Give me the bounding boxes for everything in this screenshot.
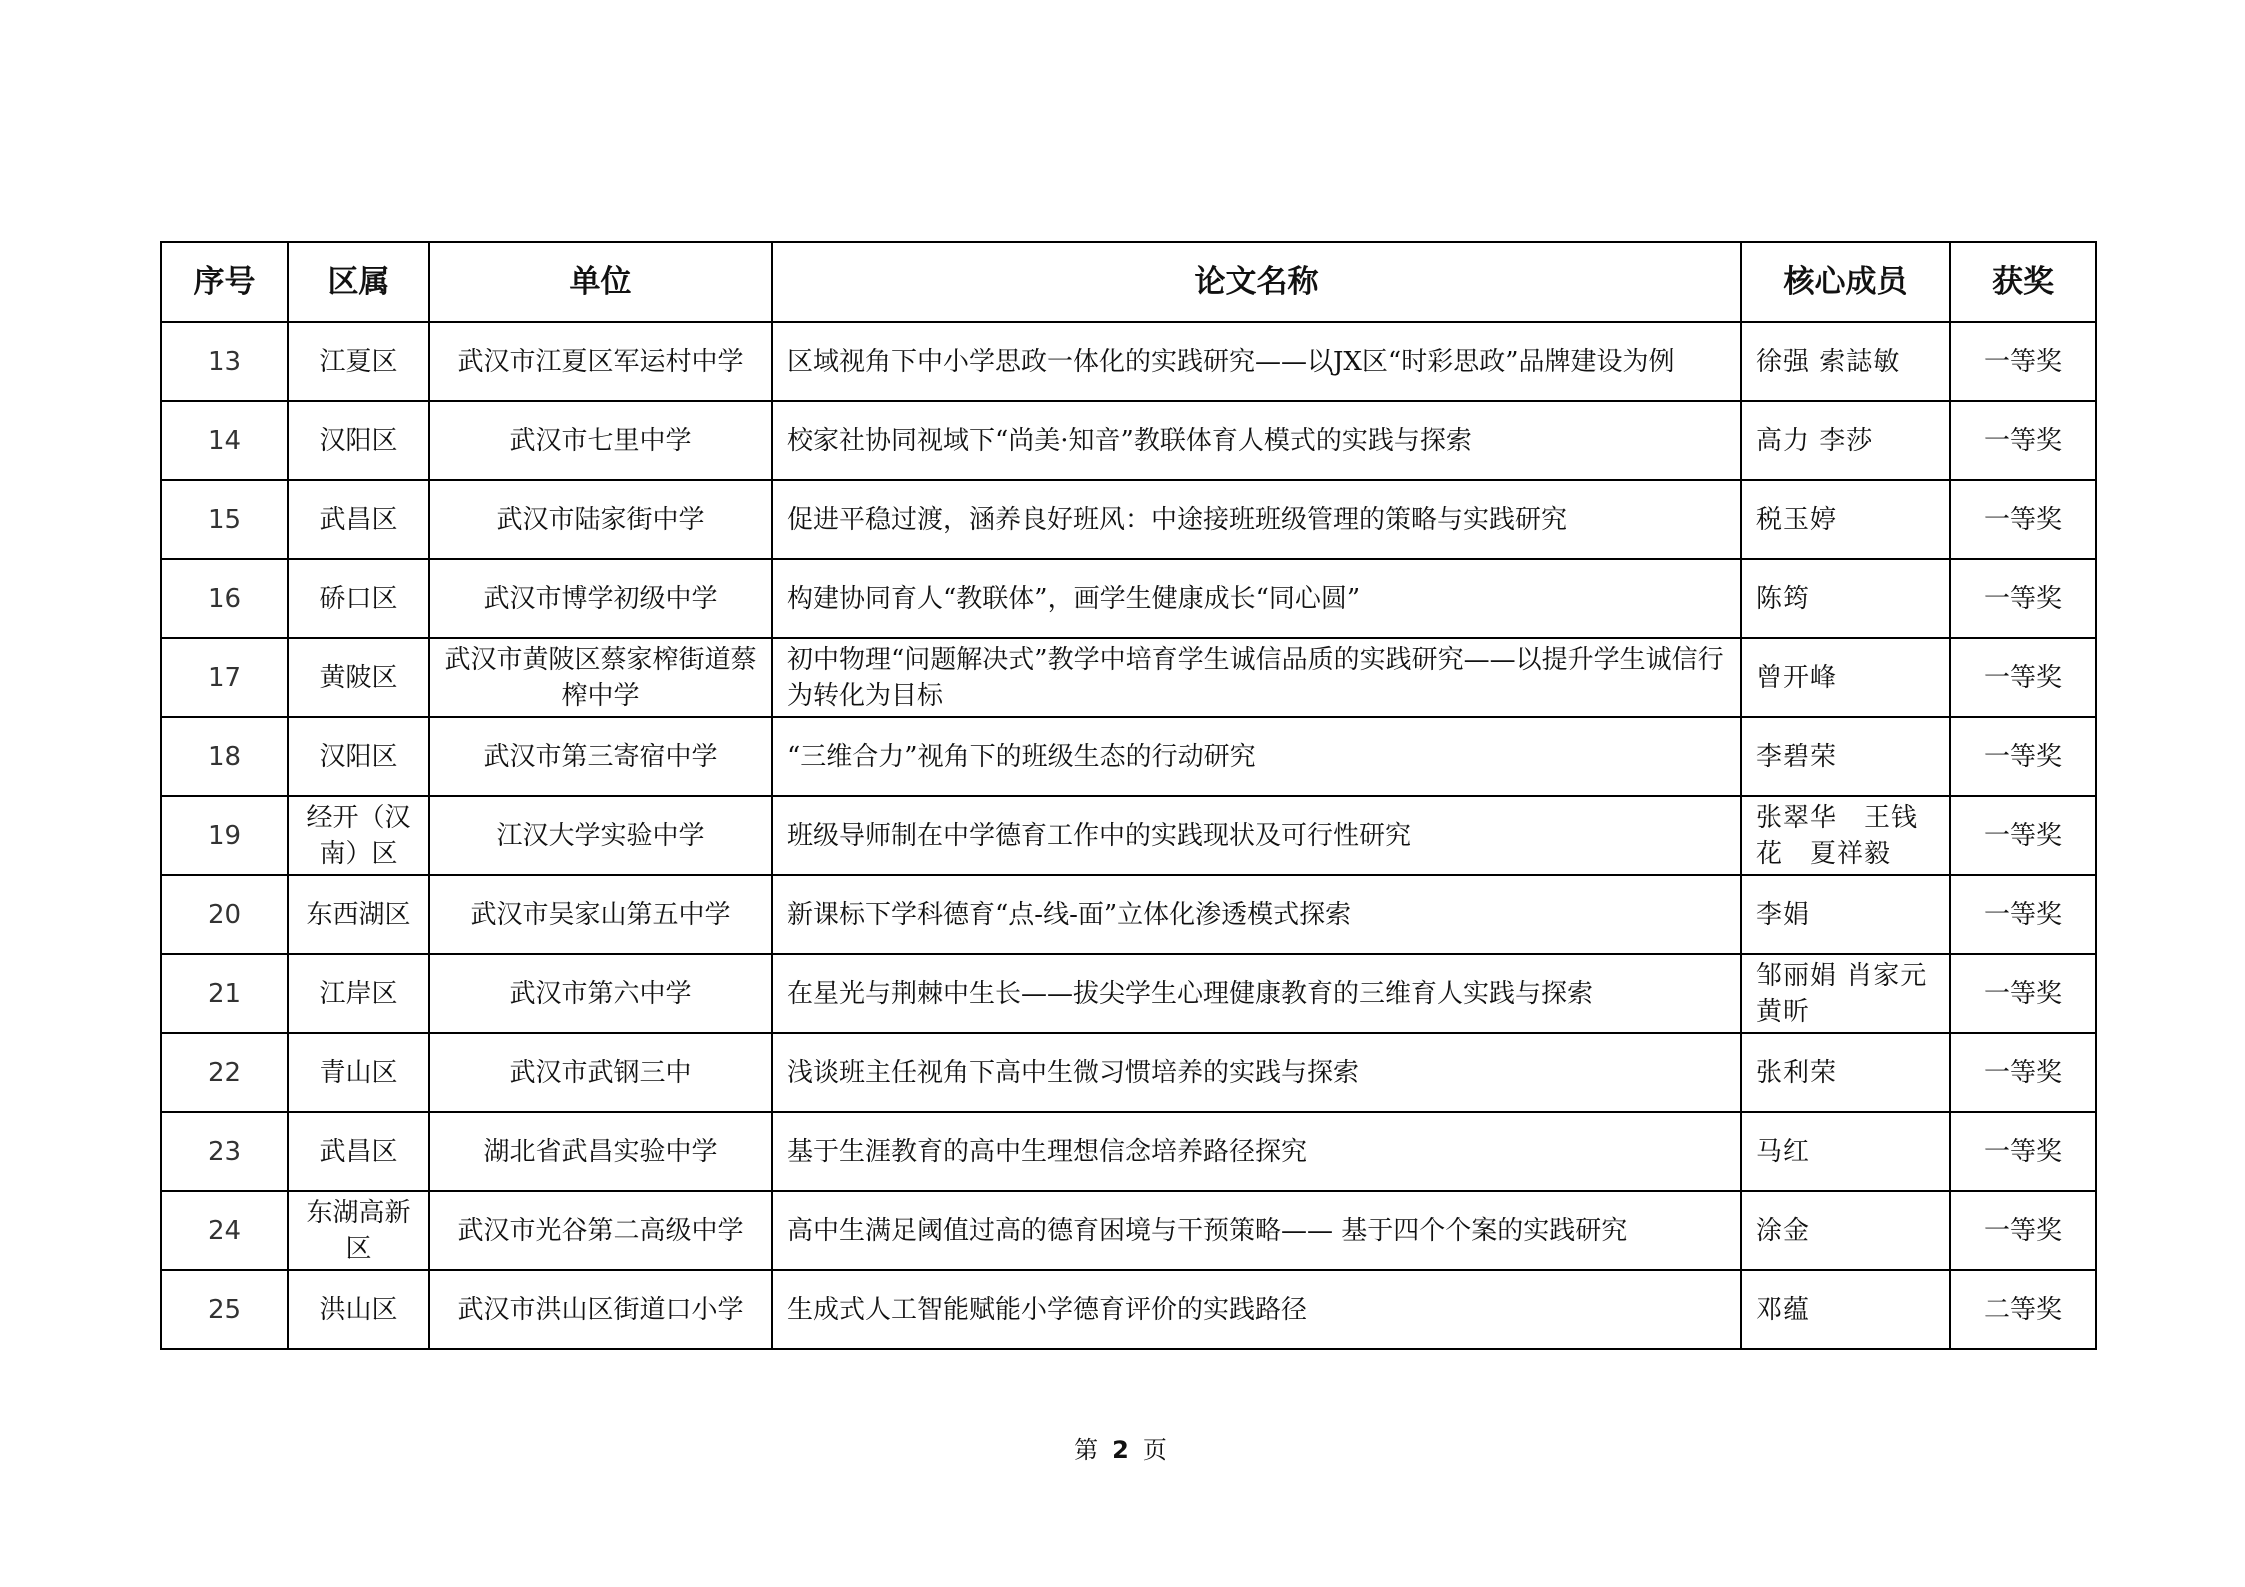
cell-district: 东西湖区 [288, 875, 429, 954]
cell-award: 一等奖 [1950, 717, 2096, 796]
table-row [161, 796, 2096, 875]
cell-title: 高中生满足阈值过高的德育困境与干预策略—— 基于四个个案的实践研究 [772, 1191, 1741, 1270]
cell-members: 陈筠 [1741, 559, 1950, 638]
cell-index: 19 [161, 796, 288, 875]
cell-members: 邹丽娟 肖家元 黄昕 [1741, 954, 1950, 1033]
cell-district: 经开（汉南）区 [288, 796, 429, 875]
cell-award: 一等奖 [1950, 1033, 2096, 1112]
cell-index: 22 [161, 1033, 288, 1112]
cell-award: 一等奖 [1950, 638, 2096, 717]
table-row [161, 322, 2096, 401]
cell-title: 新课标下学科德育“点-线-面”立体化渗透模式探索 [772, 875, 1741, 954]
cell-members: 张利荣 [1741, 1033, 1950, 1112]
cell-title: 基于生涯教育的高中生理想信念培养路径探究 [772, 1112, 1741, 1191]
cell-index: 15 [161, 480, 288, 559]
cell-members: 涂金 [1741, 1191, 1950, 1270]
table-row [161, 401, 2096, 480]
cell-district: 硚口区 [288, 559, 429, 638]
cell-index: 17 [161, 638, 288, 717]
cell-members: 高力 李莎 [1741, 401, 1950, 480]
cell-award: 一等奖 [1950, 1112, 2096, 1191]
table-row [161, 638, 2096, 717]
cell-members: 张翠华 王钱花 夏祥毅 [1741, 796, 1950, 875]
cell-members: 李碧荣 [1741, 717, 1950, 796]
header-members: 核心成员 [1741, 242, 1950, 322]
table-row [161, 1191, 2096, 1270]
cell-unit: 武汉市光谷第二高级中学 [429, 1191, 772, 1270]
cell-members: 马红 [1741, 1112, 1950, 1191]
header-district: 区属 [288, 242, 429, 322]
cell-unit: 武汉市黄陂区蔡家榨街道蔡榨中学 [429, 638, 772, 717]
cell-index: 18 [161, 717, 288, 796]
cell-members: 邓蕴 [1741, 1270, 1950, 1349]
cell-award: 一等奖 [1950, 480, 2096, 559]
cell-index: 16 [161, 559, 288, 638]
cell-district: 东湖高新区 [288, 1191, 429, 1270]
cell-district: 汉阳区 [288, 401, 429, 480]
cell-unit: 武汉市武钢三中 [429, 1033, 772, 1112]
cell-award: 一等奖 [1950, 796, 2096, 875]
cell-index: 23 [161, 1112, 288, 1191]
cell-district: 江岸区 [288, 954, 429, 1033]
cell-unit: 武汉市吴家山第五中学 [429, 875, 772, 954]
page-number: 2 [1112, 1436, 1133, 1464]
cell-unit: 武汉市陆家街中学 [429, 480, 772, 559]
cell-award: 一等奖 [1950, 401, 2096, 480]
header-unit: 单位 [429, 242, 772, 322]
cell-district: 武昌区 [288, 480, 429, 559]
cell-title: 促进平稳过渡，涵养良好班风：中途接班班级管理的策略与实践研究 [772, 480, 1741, 559]
table-row [161, 480, 2096, 559]
cell-title: 校家社协同视域下“尚美·知音”教联体育人模式的实践与探索 [772, 401, 1741, 480]
table-row [161, 1033, 2096, 1112]
table-row [161, 1270, 2096, 1349]
header-row [161, 242, 2096, 322]
header-index: 序号 [161, 242, 288, 322]
table-row [161, 875, 2096, 954]
cell-index: 21 [161, 954, 288, 1033]
footer-suffix: 页 [1142, 1436, 1171, 1464]
cell-award: 一等奖 [1950, 954, 2096, 1033]
table-row [161, 1112, 2096, 1191]
cell-index: 25 [161, 1270, 288, 1349]
cell-index: 20 [161, 875, 288, 954]
cell-district: 汉阳区 [288, 717, 429, 796]
table-row [161, 717, 2096, 796]
cell-district: 黄陂区 [288, 638, 429, 717]
cell-unit: 江汉大学实验中学 [429, 796, 772, 875]
cell-title: 生成式人工智能赋能小学德育评价的实践路径 [772, 1270, 1741, 1349]
cell-district: 青山区 [288, 1033, 429, 1112]
cell-unit: 武汉市江夏区军运村中学 [429, 322, 772, 401]
cell-members: 曾开峰 [1741, 638, 1950, 717]
table-header [161, 242, 2096, 322]
cell-unit: 武汉市博学初级中学 [429, 559, 772, 638]
cell-unit: 湖北省武昌实验中学 [429, 1112, 772, 1191]
cell-title: 初中物理“问题解决式”教学中培育学生诚信品质的实践研究——以提升学生诚信行为转化为目标 [772, 638, 1741, 717]
cell-unit: 武汉市第三寄宿中学 [429, 717, 772, 796]
cell-district: 武昌区 [288, 1112, 429, 1191]
awards-table [160, 241, 2097, 1350]
table-row [161, 559, 2096, 638]
cell-title: “三维合力”视角下的班级生态的行动研究 [772, 717, 1741, 796]
page-footer [0, 1430, 2245, 1465]
cell-district: 江夏区 [288, 322, 429, 401]
cell-district: 洪山区 [288, 1270, 429, 1349]
cell-award: 一等奖 [1950, 559, 2096, 638]
cell-title: 在星光与荆棘中生长——拔尖学生心理健康教育的三维育人实践与探索 [772, 954, 1741, 1033]
cell-index: 24 [161, 1191, 288, 1270]
header-title: 论文名称 [772, 242, 1741, 322]
cell-unit: 武汉市七里中学 [429, 401, 772, 480]
table-body [161, 322, 2096, 1349]
cell-unit: 武汉市洪山区街道口小学 [429, 1270, 772, 1349]
cell-members: 税玉婷 [1741, 480, 1950, 559]
footer-prefix: 第 [1074, 1436, 1103, 1464]
cell-unit: 武汉市第六中学 [429, 954, 772, 1033]
cell-award: 一等奖 [1950, 875, 2096, 954]
cell-award: 二等奖 [1950, 1270, 2096, 1349]
cell-members: 李娟 [1741, 875, 1950, 954]
cell-award: 一等奖 [1950, 1191, 2096, 1270]
cell-title: 区域视角下中小学思政一体化的实践研究——以JX区“时彩思政”品牌建设为例 [772, 322, 1741, 401]
cell-index: 13 [161, 322, 288, 401]
cell-index: 14 [161, 401, 288, 480]
table-row [161, 954, 2096, 1033]
header-award: 获奖 [1950, 242, 2096, 322]
cell-title: 班级导师制在中学德育工作中的实践现状及可行性研究 [772, 796, 1741, 875]
cell-members: 徐强 索誌敏 [1741, 322, 1950, 401]
cell-award: 一等奖 [1950, 322, 2096, 401]
cell-title: 构建协同育人“教联体”，画学生健康成长“同心圆” [772, 559, 1741, 638]
cell-title: 浅谈班主任视角下高中生微习惯培养的实践与探索 [772, 1033, 1741, 1112]
